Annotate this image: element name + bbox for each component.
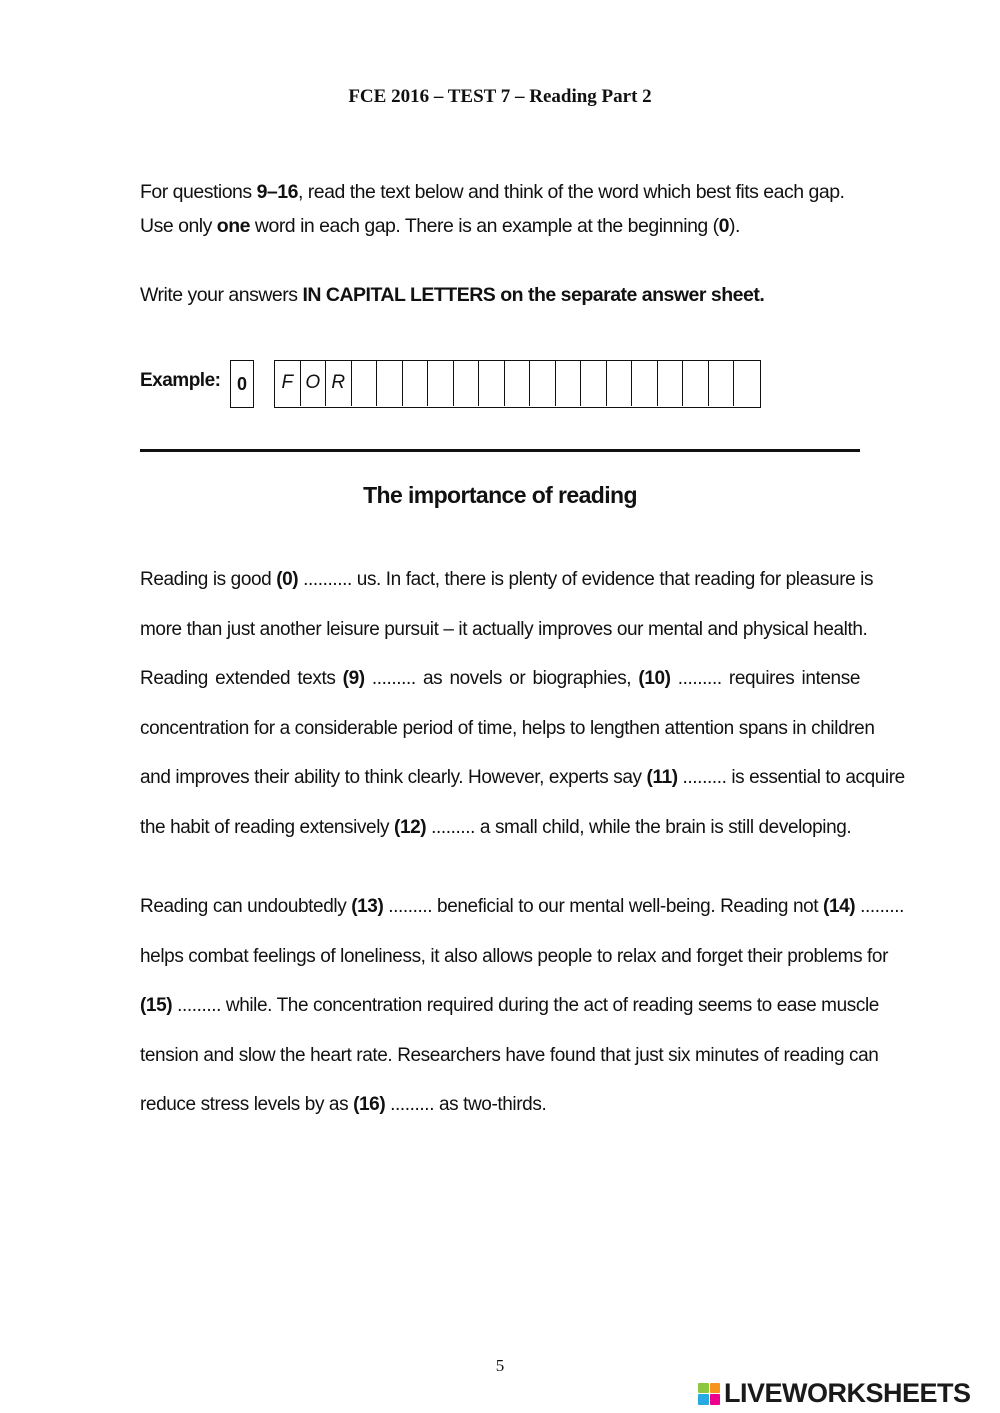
text-segment: more than just another leisure pursuit – it actually improves our mental and physical health. bbox=[140, 618, 868, 640]
instructions-answers: Write your answers IN CAPITAL LETTERS on the separate answer sheet. bbox=[140, 284, 765, 306]
answer-box-cell bbox=[530, 361, 556, 406]
text-segment: ......... while. The concentration required during the act of reading seems to ease muscle bbox=[172, 995, 879, 1017]
paragraph-1 bbox=[140, 555, 905, 853]
brand-logo bbox=[698, 1378, 971, 1409]
text-segment: concentration for a considerable period of time, helps to lengthen attention spans in children bbox=[140, 717, 875, 739]
answer-box-cell bbox=[607, 361, 633, 406]
text-segment: reduce stress levels by as bbox=[140, 1094, 354, 1116]
text-line bbox=[140, 803, 860, 853]
text-segment: ......... a small child, while the brain is still developing. bbox=[426, 816, 852, 838]
text-line bbox=[140, 1080, 860, 1130]
answer-box-cell bbox=[556, 361, 582, 406]
article-title: The importance of reading bbox=[363, 482, 637, 508]
gap-number: (16) bbox=[353, 1094, 386, 1116]
answer-box-cell bbox=[403, 361, 429, 406]
text-line bbox=[140, 704, 875, 754]
answer-box-cell bbox=[428, 361, 454, 406]
answer-box-cell bbox=[709, 361, 735, 406]
answer-box-cell bbox=[454, 361, 480, 406]
text-segment: ......... requires intense bbox=[670, 668, 860, 690]
text-line bbox=[140, 753, 905, 803]
answer-box-cell: F bbox=[275, 361, 301, 406]
example-label: Example: bbox=[140, 370, 221, 391]
logo-square bbox=[698, 1394, 709, 1405]
answer-box-cell: O bbox=[301, 361, 327, 406]
text-segment: tension and slow the heart rate. Researchers have found that just six minutes of reading can bbox=[140, 1044, 879, 1066]
gap-number: (13) bbox=[351, 896, 384, 917]
answer-box-cell bbox=[352, 361, 378, 406]
text-line bbox=[140, 605, 868, 655]
page-number: 5 bbox=[495, 1356, 505, 1375]
instructions-questions: For questions 9–16, read the text below and think of the word which best fits each gap. Use only one word in each gap. There is an example at the beginning (0). bbox=[140, 181, 845, 237]
text-segment: .......... us. In fact, there is plenty of evidence that reading for pleasure is bbox=[298, 569, 874, 590]
text-line bbox=[140, 654, 860, 704]
gap-number: (14) bbox=[823, 896, 856, 917]
text-line bbox=[140, 981, 879, 1031]
text-segment: Reading is good bbox=[140, 569, 277, 590]
answer-box-cell bbox=[658, 361, 684, 406]
brand-name: LIVEWORKSHEETS bbox=[724, 1378, 971, 1408]
text-line bbox=[140, 1031, 879, 1081]
gap-number: (9) bbox=[342, 668, 365, 690]
answer-box-cell bbox=[683, 361, 709, 406]
answer-box-cell bbox=[479, 361, 505, 406]
gap-number: (12) bbox=[394, 816, 427, 838]
paragraph-2 bbox=[140, 882, 905, 1130]
page-header: FCE 2016 – TEST 7 – Reading Part 2 bbox=[348, 86, 652, 107]
example-number-box: 0 bbox=[230, 360, 254, 408]
text-line bbox=[140, 555, 874, 605]
text-segment: the habit of reading extensively bbox=[140, 816, 395, 838]
text-segment: ......... as two-thirds. bbox=[385, 1094, 547, 1116]
gap-number: (0) bbox=[276, 569, 299, 590]
text-segment: ......... as novels or biographies, bbox=[364, 668, 639, 690]
gap-number: (15) bbox=[140, 995, 173, 1017]
liveworksheets-logo-icon bbox=[698, 1383, 720, 1405]
text-segment: ......... is essential to acquire bbox=[677, 767, 905, 789]
answer-box-cell bbox=[377, 361, 403, 406]
answer-box-cell bbox=[505, 361, 531, 406]
text-line bbox=[140, 932, 889, 982]
example-answer-boxes bbox=[274, 360, 761, 408]
answer-box-cell bbox=[734, 361, 760, 406]
divider bbox=[140, 449, 860, 452]
text-segment: ......... beneficial to our mental well-being. Reading not bbox=[383, 896, 824, 917]
logo-square bbox=[698, 1383, 709, 1394]
logo-square bbox=[710, 1383, 721, 1394]
text-line bbox=[140, 882, 905, 932]
text-segment: and improves their ability to think clearly. However, experts say bbox=[140, 767, 647, 789]
gap-number: (11) bbox=[646, 767, 678, 789]
answer-box-cell: R bbox=[326, 361, 352, 406]
text-segment: ......... bbox=[855, 896, 905, 917]
gap-number: (10) bbox=[638, 668, 671, 690]
text-segment: Reading can undoubtedly bbox=[140, 896, 352, 917]
text-segment: Reading extended texts bbox=[140, 668, 343, 690]
answer-box-cell bbox=[632, 361, 658, 406]
text-segment: helps combat feelings of loneliness, it also allows people to relax and forget their problems for bbox=[140, 945, 889, 967]
answer-box-cell bbox=[581, 361, 607, 406]
logo-square bbox=[710, 1394, 721, 1405]
